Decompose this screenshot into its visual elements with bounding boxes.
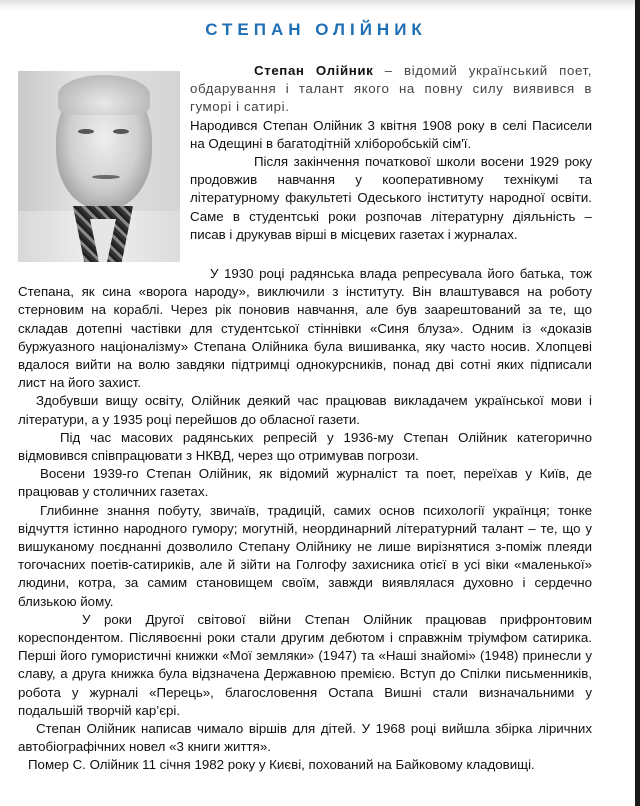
paragraph-birth: Народився Степан Олійник 3 квітня 1908 року в селі Пасисели на Одещині в багатодітній хліборобській сім'ї. <box>190 117 592 151</box>
subject-name: Степан Олійник <box>254 63 374 78</box>
paragraph-nkvd: Під час масових радянських репресій у 1936-му Степан Олійник категорично відмовився співпрацювати з НКВД, через що отримував погрози. <box>18 429 592 464</box>
body-block <box>18 265 592 775</box>
page-top-shadow <box>0 0 640 10</box>
paragraph-death: Помер С. Олійник 11 січня 1982 року у Києві, похований на Байковому кладовищі. <box>28 757 535 773</box>
paragraph-repression: У 1930 році радянська влада репресувала його батька, тож Степана, як сина «ворога народу», виключили з інституту. Він влаштувався на роботу стерновим на кораблі. Через рік поновив навчання, але був заарештований за те, що складав дотепні частівки для студентської стіннівки «Синя блуза». Одним із «доказів буржуазного націоналізму» Степана Олійника була вишиванка, яку часто носив. Хлопцеві вдалося вийти на волю завдяки підтримці однокурсників, понад дві сотні яких підписали лист на його захист. <box>18 266 592 391</box>
portrait-photo <box>18 71 180 262</box>
paragraph-children: Степан Олійник написав чимало віршів для дітей. У 1968 році вийшла збірка ліричних автобіографічних новел «3 книги життя». <box>18 721 592 755</box>
window-edge <box>635 0 640 806</box>
paragraph-teaching: Здобувши вищу освіту, Олійник деякий час працював викладачем української мови і літератури, а у 1935 році перейшов до обласної газети. <box>18 393 592 427</box>
paragraph-education: Після закінчення початкової школи восени 1929 року продовжив навчання у кооперативному технікумі та літературному факультеті Одеського інституту народної освіти. Саме в студентські роки розпочав літературну діяльність – писав і друкував вірші в місцевих газетах і журналах. <box>190 154 592 242</box>
intro-block <box>190 62 592 244</box>
page-title: СТЕПАН ОЛІЙНИК <box>205 20 427 39</box>
paragraph-kyiv: Восени 1939-го Степан Олійник, як відомий журналіст та поет, переїхав у Київ, де працював у столичних газетах. <box>18 466 592 500</box>
paragraph-war: У роки Другої світової війни Степан Олійник працював прифронтовим кореспондентом. Післявоєнні роки стали другим дебютом і справжнім тріумфом сатирика. Перші його гумористичні книжки «Мої земляки» (1947) та «Наші знайомі» (1948) принесли у славу, а друга книжка була відзначена Державною премією. Вступ до Спілки письменників, робота у журналі «Перець», благословення Остапа Вишні стали визначальними у подальшій творчій кар’єрі. <box>18 611 592 718</box>
paragraph-intro: Степан Олійник – відомий український поет, обдарування і талант якого на повну силу виявився в гуморі і сатирі. <box>190 63 593 115</box>
paragraph-talent: Глибинне знання побуту, звичаїв, традицій, самих основ психології українця; тонке відчуття істинно народного гумору; могутній, неординарний літературний талант – те, що у вишуканому поєднанні дозволило Степану Олійнику не лише вирізнятися з-поміж плеяди тогочасних поетів-сатириків, але й зійти на Голгофу захисника отієї в усі віки «маленької» людини, котра, за самим становищем своїм, завжди виявлялася духовно і сердечно близькою йому. <box>18 502 592 609</box>
